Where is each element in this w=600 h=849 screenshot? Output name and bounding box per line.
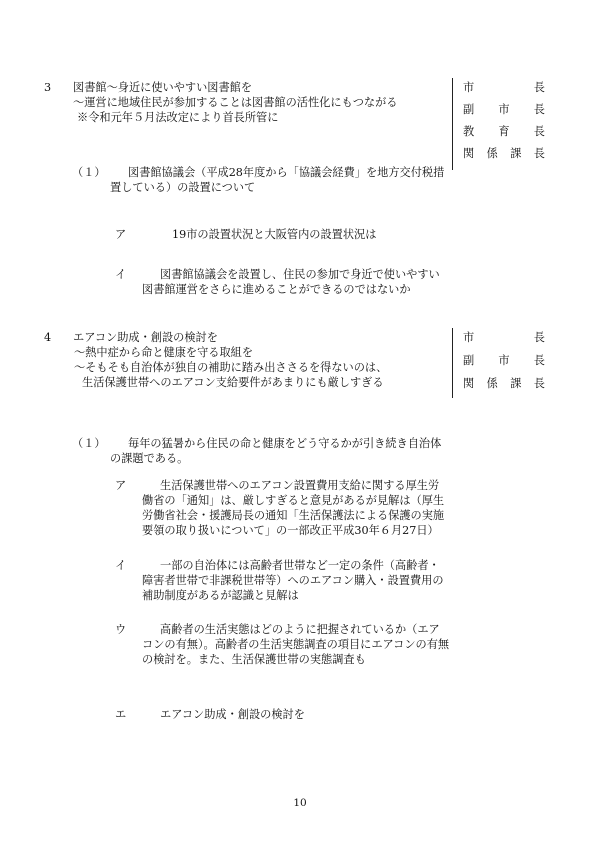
section3-item-i-text: 図書館協議会を設置し、住民の参加で身近で使いやすい図書館運営をさらに進めることができるのではないか (142, 268, 440, 296)
section3-item1-label: （１） (72, 166, 106, 179)
section4-item-i-text: 一部の自治体には高齢者世帯など一定の条件（高齢者・障害者世帯で非課税世帯等）へのエアコン購入・設置費用の補助制度があるが認識と見解は (142, 559, 444, 602)
section4-item-a-text: 生活保護世帯へのエアコン設置費用支給に関する厚生労働省の「通知」は、厳しすぎると意見があるが見解は（厚生労働省社会・援護局長の通知「生活保護法による保護の実施要領の取り扱いについて」の一部改正平成30年６月27日） (142, 479, 445, 537)
section4-number: 4 (44, 331, 52, 344)
section4-subtitle-1: ～熱中症から命と健康を守る取組を (74, 346, 254, 359)
section4-role-deputy-mayor: 副 市 長 (463, 354, 545, 367)
section4-role-divider (452, 328, 453, 398)
section3-item-a-label: ア (115, 228, 127, 241)
section4-item1-text: 毎年の猛暑から住民の命と健康をどう守るかが引き続き自治体の課題である。 (110, 437, 442, 465)
section4-title: エアコン助成・創設の検討を (73, 331, 218, 344)
page-number: 10 (293, 797, 307, 809)
section3-item-i-label: イ (115, 268, 127, 281)
section3-role-mayor: 市 長 (463, 81, 545, 94)
section3-item1-text: 図書館協議会（平成28年度から「協議会経費」を地方交付税措置している）の設置について (110, 166, 445, 194)
section3-title: 図書館～身近に使いやすい図書館を (73, 81, 253, 94)
section4-item-a-label: ア (115, 479, 127, 492)
section3-note: ※令和元年５月法改定により首長所管に (77, 111, 279, 124)
section3-heading (73, 80, 441, 125)
section3-role-superintendent: 教 育 長 (463, 125, 545, 138)
section4-item-u-label: ウ (115, 623, 127, 636)
section4-role-section-chiefs: 関 係 課 長 (463, 377, 545, 390)
section3-subtitle: ～運営に地域住民が参加することは図書館の活性化にもつながる (73, 96, 398, 109)
section4-item1-label: （１） (72, 437, 106, 450)
section4-item-u-text: 高齢者の生活実態はどのように把握されているか（エアコンの有無）。高齢者の生活実態調査の項目にエアコンの有無の検討を。また、生活保護世帯の実態調査も (142, 623, 450, 666)
section4-subtitle-2: ～そもそも自治体が独自の補助に踏み出ささるを得ないのは、 (74, 361, 388, 374)
section3-number: 3 (44, 81, 52, 94)
section3-role-deputy-mayor: 副 市 長 (463, 103, 545, 116)
section3-role-section-chiefs: 関 係 課 長 (463, 147, 545, 160)
section3-role-divider (452, 78, 453, 170)
section4-subtitle-3: 生活保護世帯へのエアコン支給要件があまりにも厳しすぎる (82, 376, 384, 389)
section4-role-mayor: 市 長 (463, 331, 545, 344)
section4-item-i-label: イ (115, 559, 127, 572)
section4-item-e-text: エアコン助成・創設の検討を (160, 708, 305, 721)
section3-item-a-text: 19市の設置状況と大阪管内の設置状況は (172, 228, 377, 241)
section4-item-e-label: エ (115, 708, 127, 721)
section4-heading (73, 330, 451, 390)
